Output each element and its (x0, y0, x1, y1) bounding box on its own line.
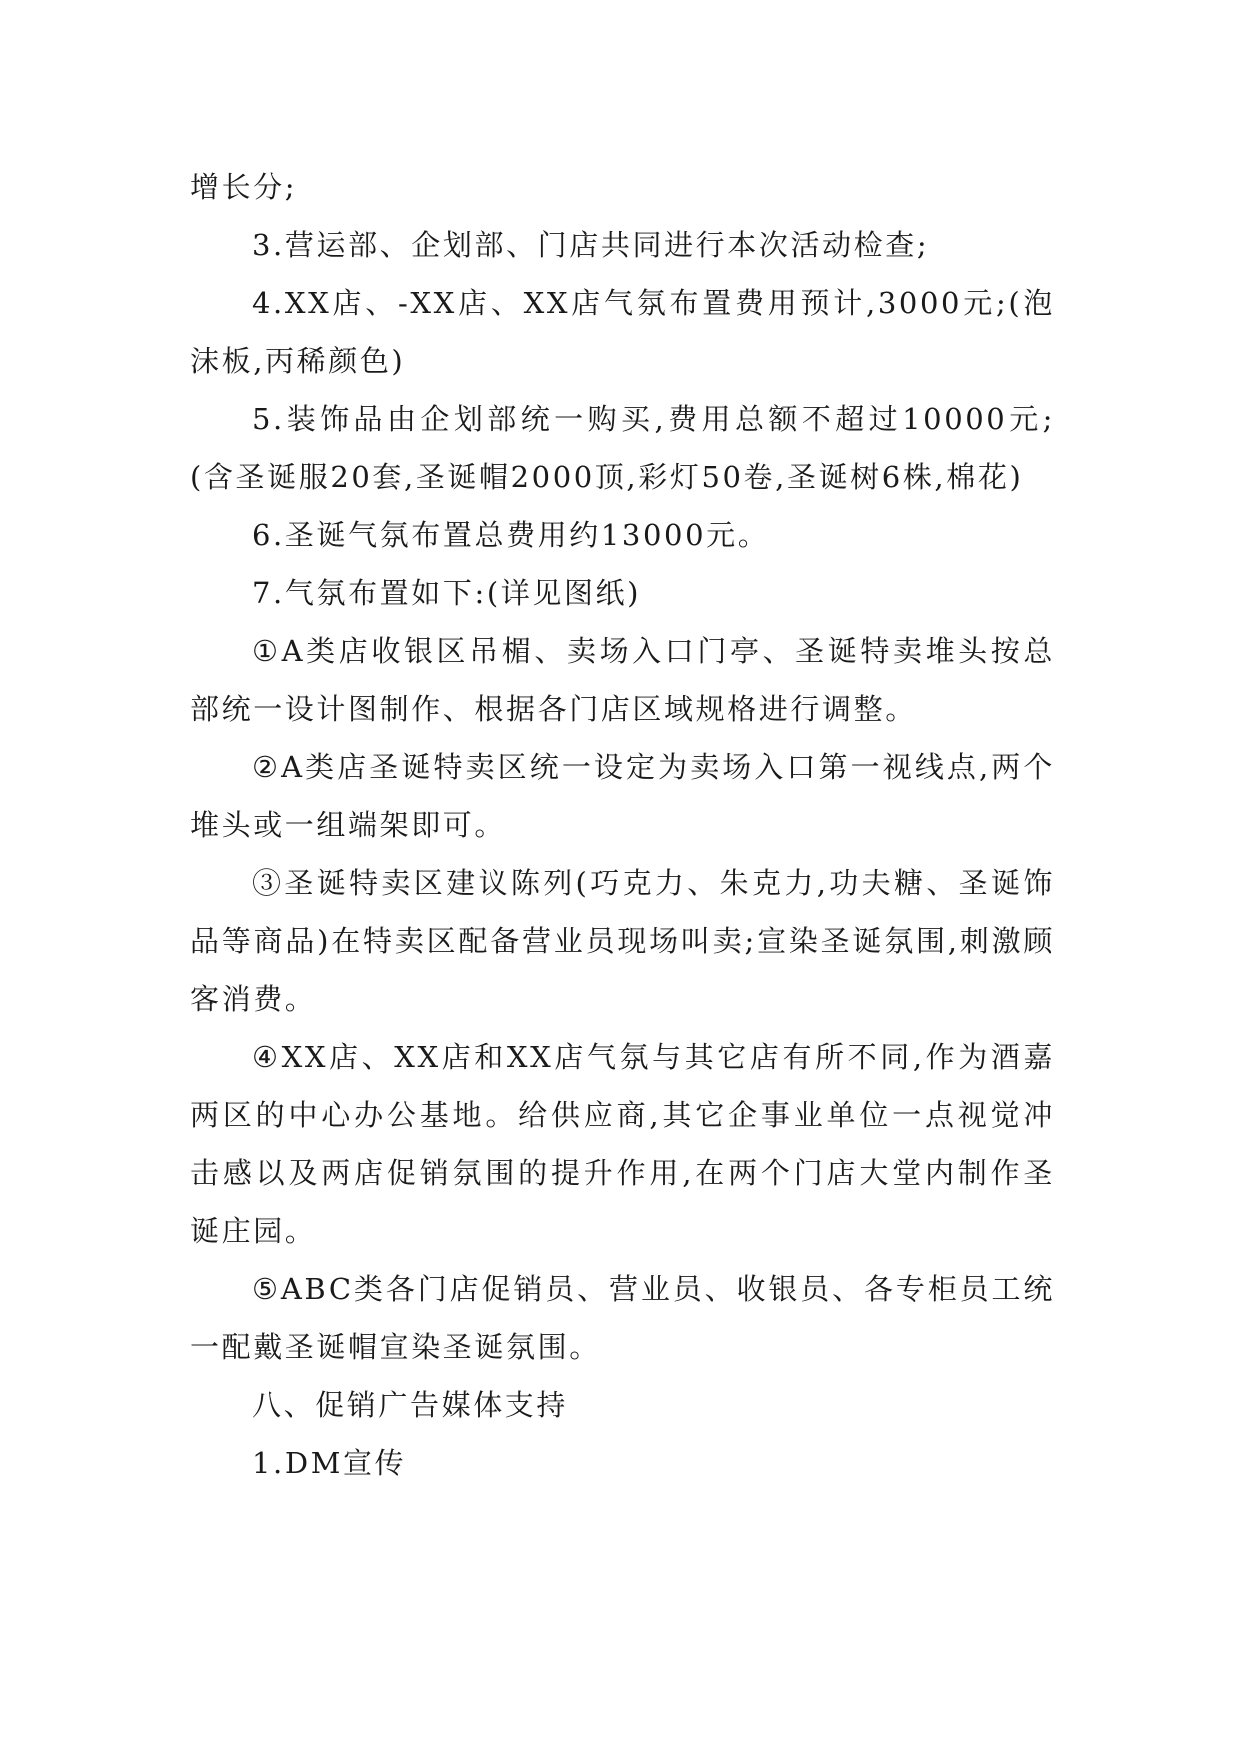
paragraph-item-6-total-cost: 6.圣诞气氛布置总费用约13000元。 (252, 518, 770, 552)
paragraph-subitem-4: ④XX店、XX店和XX店气氛与其它店有所不同,作为酒嘉两区的中心办公基地。给供应商,其它企事业单位一点视觉冲击感以及两店促销氛围的提升作用,在两个门店大堂内制作圣诞庄园。 (190, 1040, 1055, 1248)
paragraph-subitem-3: ③圣诞特卖区建议陈列(巧克力、朱克力,功夫糖、圣诞饰品等商品)在特卖区配备营业员现场叫卖;宣染圣诞氛围,刺激顾客消费。 (190, 866, 1055, 1016)
paragraph-item-5-ornaments: 5.装饰品由企划部统一购买,费用总额不超过10000元;(含圣诞服20套,圣诞帽2000顶,彩灯50卷,圣诞树6株,棉花) (190, 402, 1055, 494)
section-heading-8-media: 八、促销广告媒体支持 (252, 1388, 569, 1422)
paragraph-item-7-layout: 7.气氛布置如下:(详见图纸) (252, 576, 642, 610)
paragraph-item-4-decoration-cost: 4.XX店、-XX店、XX店气氛布置费用预计,3000元;(泡沫板,丙稀颜色) (190, 286, 1055, 378)
paragraph-subitem-2: ②A类店圣诞特卖区统一设定为卖场入口第一视线点,两个堆头或一组端架即可。 (190, 750, 1055, 842)
paragraph-subitem-1: ①A类店收银区吊楣、卖场入口门亭、圣诞特卖堆头按总部统一设计图制作、根据各门店区域规格进行调整。 (190, 634, 1055, 726)
document-body (190, 158, 1055, 1492)
paragraph-dm-promotion: 1.DM宣传 (252, 1446, 407, 1480)
paragraph-subitem-5: ⑤ABC类各门店促销员、营业员、收银员、各专柜员工统一配戴圣诞帽宣染圣诞氛围。 (190, 1272, 1055, 1364)
paragraph-growth-score: 增长分; (190, 170, 298, 204)
paragraph-item-3-inspection: 3.营运部、企划部、门店共同进行本次活动检查; (252, 228, 930, 262)
